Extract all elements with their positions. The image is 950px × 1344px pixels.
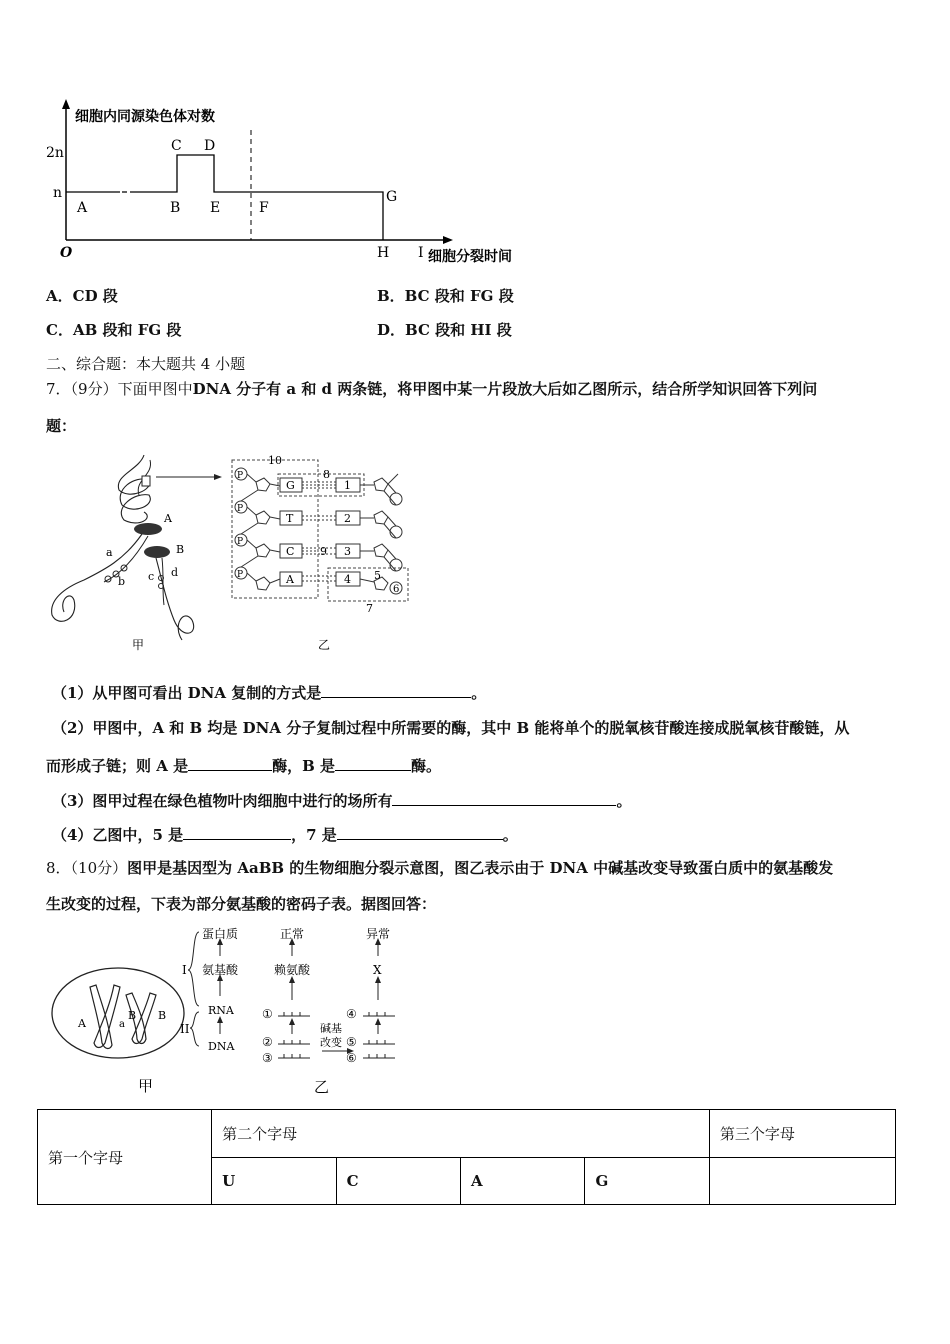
q7-sub2-line2 — [46, 755, 441, 776]
option-c: C．AB 段和 FG 段 — [46, 321, 182, 339]
q8-stem-line2: 生改变的过程，下表为部分氨基酸的密码子表。据图回答： — [46, 895, 437, 913]
answer-blank-6[interactable] — [337, 824, 503, 840]
q7-sub1-end: 。 — [471, 684, 487, 702]
point-B: B — [170, 200, 181, 216]
allele-a: a — [119, 1019, 125, 1030]
q7-sub1-text: （1）从甲图可看出 DNA 复制的方式是 — [52, 684, 322, 702]
fig-yi-caption: 乙 — [318, 638, 331, 652]
base-C: C — [286, 545, 295, 558]
allele-B-right: B — [158, 1009, 167, 1022]
q7-stem-line2: 题： — [46, 417, 77, 435]
q7-sub3-end: 。 — [616, 792, 632, 810]
flow-rna: RNA — [208, 1004, 234, 1017]
roman-I: I — [182, 963, 187, 977]
point-F: F — [259, 200, 269, 216]
answer-blank-4[interactable] — [392, 790, 616, 806]
strand-d-label: d — [171, 566, 179, 579]
answer-blank-1[interactable] — [321, 682, 471, 698]
fig-jia-caption-q8: 甲 — [138, 1077, 154, 1095]
q7-sub1 — [52, 682, 486, 703]
q7-sub2-mid: 酶，B 是 — [272, 757, 335, 775]
table-second-letter: 第二个字母 — [212, 1110, 710, 1158]
figure-jia-cell — [50, 965, 190, 1095]
circled-3: ③ — [262, 1051, 273, 1065]
answer-blank-2[interactable] — [188, 755, 272, 771]
x-axis-label: 细胞分裂时间 — [428, 249, 512, 265]
label-4: 4 — [344, 573, 351, 586]
label-8: 8 — [323, 468, 330, 481]
label-9: 9 — [320, 545, 327, 558]
circled-1: ① — [262, 1007, 273, 1021]
label-3: 3 — [344, 545, 351, 558]
fig-yi-caption-q8: 乙 — [314, 1078, 330, 1096]
section-heading: 二、综合题：本大题共 4 小题 — [46, 355, 246, 373]
phosphate-label: P — [237, 570, 244, 580]
enzyme-A-label: A — [164, 512, 172, 525]
allele-A: A — [78, 1017, 86, 1030]
base-G: G — [286, 479, 295, 492]
q7-sub2-line1: （2）甲图中，A 和 B 均是 DNA 分子复制过程中所需要的酶，其中 B 能将单个的脱氧核苷酸连接成脱氧核苷酸链，从 — [52, 719, 850, 737]
table-base-C: C — [336, 1158, 460, 1205]
q7-sub4-mid: ，7 是 — [291, 826, 337, 844]
q7-stem — [46, 379, 817, 399]
phosphate-label: P — [237, 537, 244, 547]
circled-4: ④ — [346, 1007, 357, 1021]
table-base-G: G — [585, 1158, 709, 1205]
table-third-letter: 第三个字母 — [709, 1110, 895, 1158]
option-a: A．CD 段 — [46, 287, 118, 305]
y-tick-n: n — [53, 185, 63, 201]
label-6: 6 — [393, 584, 400, 595]
point-D: D — [204, 138, 216, 154]
enzyme-B-label: B — [176, 543, 185, 556]
codon-table — [37, 1109, 896, 1205]
q7-stem-number: 7．（9分）下面甲图中 — [46, 380, 193, 398]
q8-stem — [46, 858, 833, 878]
label-10: 10 — [268, 454, 282, 467]
q7-sub4 — [52, 824, 518, 845]
label-7: 7 — [366, 602, 373, 615]
y-tick-2n: 2n — [46, 145, 64, 161]
normal-label: 正常 — [280, 927, 305, 941]
phosphate-label: P — [237, 471, 244, 481]
answer-blank-3[interactable] — [335, 755, 411, 771]
point-E: E — [210, 200, 221, 216]
label-5: 5 — [374, 569, 381, 582]
table-first-letter: 第一个字母 — [38, 1110, 212, 1205]
q7-sub4-text: （4）乙图中，5 是 — [52, 826, 184, 844]
base-T: T — [286, 512, 294, 525]
point-G: G — [386, 189, 398, 205]
change-label-1: 碱基 — [320, 1022, 342, 1035]
strand-c-label: c — [148, 570, 155, 583]
point-A: A — [77, 200, 88, 216]
q7-sub3 — [52, 790, 631, 811]
y-axis-label: 细胞内同源染色体对数 — [75, 109, 215, 125]
fig-jia-caption: 甲 — [132, 638, 145, 652]
x-label: X — [373, 963, 382, 977]
figure-yi-flow — [180, 922, 410, 1100]
table-base-U: U — [212, 1158, 336, 1205]
label-2: 2 — [344, 512, 351, 525]
q7-sub4-end: 。 — [502, 826, 518, 844]
option-d: D．BC 段和 HI 段 — [377, 321, 512, 339]
abnormal-label: 异常 — [366, 927, 391, 941]
circled-5: ⑤ — [346, 1035, 357, 1049]
point-C: C — [171, 138, 182, 154]
chromosome-pair-graph — [40, 95, 540, 270]
label-1: 1 — [344, 479, 351, 492]
q8-stem-text: 图甲是基因型为 AaBB 的生物细胞分裂示意图，图乙表示由于 DNA 中碱基改变导致蛋白质中的氨基酸发 — [127, 859, 834, 877]
roman-II: II — [180, 1022, 190, 1036]
phosphate-label: P — [237, 504, 244, 514]
base-A: A — [286, 573, 294, 586]
answer-blank-5[interactable] — [183, 824, 291, 840]
allele-B-left: B — [128, 1009, 137, 1022]
flow-amino-acid: 氨基酸 — [202, 963, 239, 977]
flow-protein: 蛋白质 — [202, 927, 239, 941]
lysine-label: 赖氨酸 — [274, 963, 311, 977]
option-b: B．BC 段和 FG 段 — [377, 287, 514, 305]
point-I: I — [418, 245, 424, 261]
flow-dna: DNA — [208, 1040, 235, 1053]
circled-2: ② — [262, 1035, 273, 1049]
strand-b-label: b — [118, 575, 126, 588]
strand-a-label: a — [106, 546, 113, 559]
q7-sub2-text: 而形成子链；则 A 是 — [46, 757, 189, 775]
table-base-A: A — [461, 1158, 585, 1205]
q7-sub2-end: 酶。 — [411, 757, 442, 775]
q7-stem-text: DNA 分子有 a 和 d 两条链，将甲图中某一片段放大后如乙图所示，结合所学知识回答下列问 — [192, 380, 818, 398]
circled-6: ⑥ — [346, 1051, 357, 1065]
origin-label: O — [60, 245, 73, 261]
figure-jia-replication — [44, 450, 224, 655]
change-label-2: 改变 — [320, 1036, 342, 1049]
q7-sub3-text: （3）图甲过程在绿色植物叶肉细胞中进行的场所有 — [52, 792, 393, 810]
point-H: H — [377, 245, 390, 261]
q8-stem-number: 8．（10分） — [46, 859, 128, 877]
table-empty-cell — [709, 1158, 895, 1205]
figure-yi-dna-segment — [228, 452, 418, 657]
